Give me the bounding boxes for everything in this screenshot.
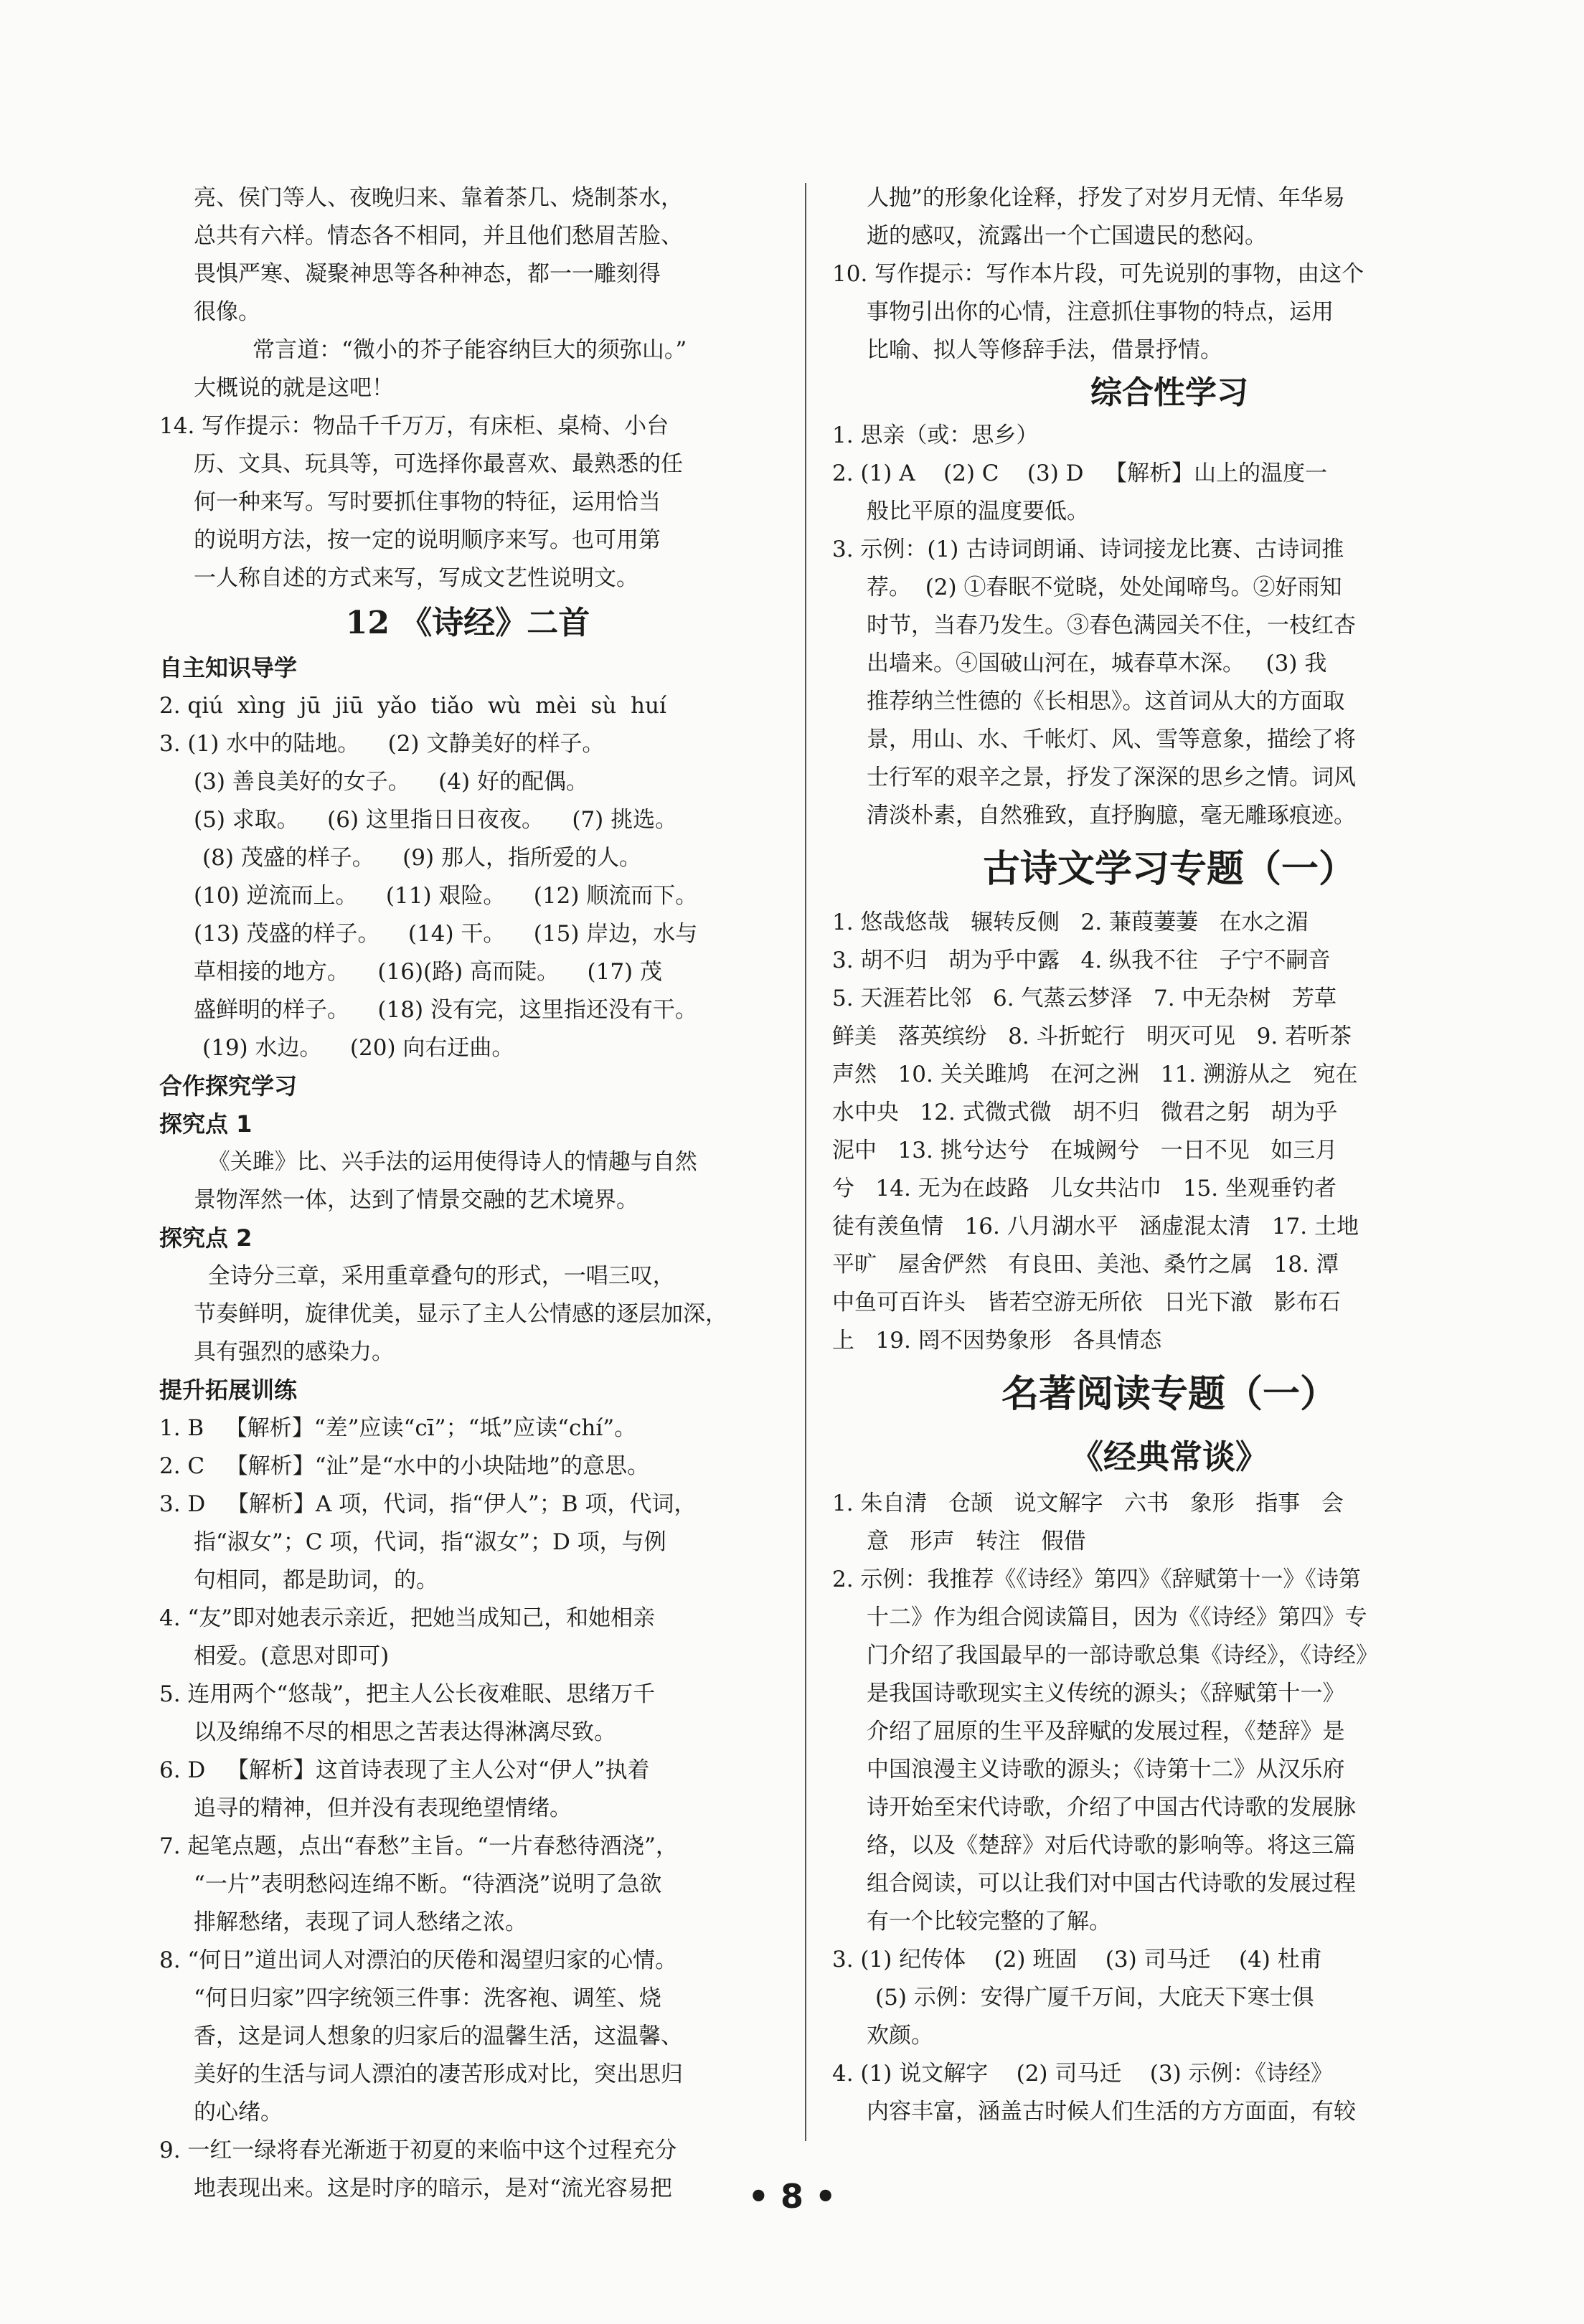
page-number: • 8 • xyxy=(748,2177,836,2216)
text-line: 中鱼可百许头 皆若空游无所依 日光下澈 影布石 xyxy=(832,1290,1341,1315)
text-line: 平旷 屋舍俨然 有良田、美池、桑竹之属 18. 潭 xyxy=(832,1252,1339,1277)
text-line: 1. 思亲（或：思乡） xyxy=(832,422,1039,448)
text-line: 总共有六样。情态各不相同，并且他们愁眉苦脸、 xyxy=(194,223,683,249)
text-line: 1. 朱自清 仓颉 说文解字 六书 象形 指事 会 xyxy=(832,1491,1344,1516)
text-line: 4. (1) 说文解字 (2) 司马迁 (3) 示例：《诗经》 xyxy=(832,2061,1334,2087)
text-line: 1. 悠哉悠哉 辗转反侧 2. 蒹葭萋萋 在水之湄 xyxy=(832,910,1309,935)
text-line: 3. 胡不归 胡为乎中露 4. 纵我不往 子宁不嗣音 xyxy=(832,948,1331,973)
text-line: 大概说的就是这吧！ xyxy=(194,375,394,401)
text-line: 内容丰富，涵盖古时候人们生活的方方面面，有较 xyxy=(867,2099,1356,2125)
column-divider xyxy=(805,183,806,2141)
text-line: 具有强烈的感染力。 xyxy=(194,1339,394,1365)
text-line: 上 19. 罔不因势象形 各具情态 xyxy=(832,1328,1162,1354)
text-line: 鲜美 落英缤纷 8. 斗折蛇行 明灭可见 9. 若听茶 xyxy=(832,1024,1352,1049)
text-line: 亮、侯门等人、夜晚归来、靠着茶几、烧制茶水， xyxy=(194,185,683,211)
text-line: 诗开始至宋代诗歌，介绍了中国古代诗歌的发展脉 xyxy=(867,1795,1356,1820)
text-line: 排解愁绪，表现了词人愁绪之浓。 xyxy=(194,1909,527,1935)
text-line: 3. 示例：(1) 古诗词朗诵、诗词接龙比赛、古诗词推 xyxy=(832,537,1344,562)
section-subheading: 探究点 2 xyxy=(159,1224,253,1252)
text-line: 推荐纳兰性德的《长相思》。这首词从大的方面取 xyxy=(867,689,1345,714)
text-line: 声然 10. 关关雎鸠 在河之洲 11. 溯游从之 宛在 xyxy=(832,1062,1358,1087)
text-line: 3. (1) 水中的陆地。 (2) 文静美好的样子。 xyxy=(159,731,605,757)
text-line: 草相接的地方。 (16)(路) 高而陡。 (17) 茂 xyxy=(194,959,662,985)
text-line: 络，以及《楚辞》对后代诗歌的影响等。将这三篇 xyxy=(867,1833,1356,1858)
text-line: (3) 善良美好的女子。 (4) 好的配偶。 xyxy=(194,769,588,795)
text-line: 一人称自述的方式来写，写成文艺性说明文。 xyxy=(194,565,638,591)
text-line: 意 形声 转注 假借 xyxy=(867,1529,1086,1554)
text-line: 7. 起笔点题，点出“春愁”主旨。“一片春愁待酒浇”， xyxy=(159,1833,678,1859)
text-line: 相爱。(意思对即可) xyxy=(194,1643,390,1669)
section-title: 古诗文学习专题（一） xyxy=(982,848,1356,891)
text-line: 门介绍了我国最早的一部诗歌总集《诗经》，《诗经》 xyxy=(867,1643,1378,1668)
text-line: 的心绪。 xyxy=(194,2099,283,2125)
text-line: (13) 茂盛的样子。 (14) 干。 (15) 岸边，水与 xyxy=(194,921,698,947)
text-line: 徒有羡鱼情 16. 八月湖水平 涵虚混太清 17. 土地 xyxy=(832,1214,1359,1239)
text-line: (5) 求取。 (6) 这里指日日夜夜。 (7) 挑选。 xyxy=(194,807,678,833)
text-line: 比喻、拟人等修辞手法，借景抒情。 xyxy=(867,337,1222,363)
text-line: 2. qiú xìng jū jiū yǎo tiǎo wù mèi sù huí xyxy=(159,693,666,719)
text-line: 节奏鲜明，旋律优美，显示了主人公情感的逐层加深， xyxy=(194,1301,727,1327)
text-line: 般比平原的温度要低。 xyxy=(867,499,1089,524)
text-line: 4. “友”即对她表示亲近，把她当成知己，和她相亲 xyxy=(159,1605,656,1631)
text-line: 句相同，都是助词，的。 xyxy=(194,1567,438,1593)
text-line: 5. 连用两个“悠哉”，把主人公长夜难眠、思绪万千 xyxy=(159,1681,656,1707)
text-line: 十二》作为组合阅读篇目，因为《《诗经》第四》专 xyxy=(867,1605,1367,1630)
text-line: 景物浑然一体，达到了情景交融的艺术境界。 xyxy=(194,1187,638,1213)
text-line: 的说明方法，按一定的说明顺序来写。也可用第 xyxy=(194,527,661,553)
text-line: 人抛”的形象化诠释，抒发了对岁月无情、年华易 xyxy=(867,185,1345,211)
text-line: 全诗分三章，采用重章叠句的形式，一唱三叹， xyxy=(194,1263,675,1289)
text-line: 2. (1) A (2) C (3) D 【解析】山上的温度一 xyxy=(832,460,1328,486)
section-subheading: 探究点 1 xyxy=(159,1110,253,1138)
text-line: 清淡朴素，自然雅致，直抒胸臆，毫无雕琢痕迹。 xyxy=(867,803,1356,828)
right-column xyxy=(832,179,1507,2131)
text-line: 1. B 【解析】“差”应读“cī”；“坻”应读“chí”。 xyxy=(159,1415,637,1441)
text-line: 美好的生活与词人漂泊的凄苦形成对比，突出思归 xyxy=(194,2061,683,2087)
text-line: 事物引出你的心情，注意抓住事物的特点，运用 xyxy=(867,299,1334,325)
section-title: 12 《诗经》二首 xyxy=(345,605,590,641)
text-line: 士行军的艰辛之景，抒发了深深的思乡之情。词风 xyxy=(867,765,1356,790)
text-line: 9. 一红一绿将春光渐逝于初夏的来临中这个过程充分 xyxy=(159,2138,677,2163)
text-line: 逝的感叹，流露出一个亡国遗民的愁闷。 xyxy=(867,223,1267,249)
text-line: (5) 示例：安得广厦千万间，大庇天下寒士俱 xyxy=(875,1985,1314,2011)
text-line: 时节，当春乃发生。③春色满园关不住，一枝红杏 xyxy=(867,613,1356,638)
text-line: 介绍了屈原的生平及辞赋的发展过程，《楚辞》是 xyxy=(867,1719,1345,1744)
text-line: 出墙来。④国破山河在，城春草木深。 (3) 我 xyxy=(867,651,1327,676)
text-line: 历、文具、玩具等，可选择你最喜欢、最熟悉的任 xyxy=(194,451,683,477)
section-subheading: 提升拓展训练 xyxy=(159,1376,298,1404)
text-line: 2. C 【解析】“沚”是“水中的小块陆地”的意思。 xyxy=(159,1453,650,1479)
text-line: 泥中 13. 挑兮达兮 在城阙兮 一日不见 如三月 xyxy=(832,1138,1338,1163)
text-line: 常言道：“微小的芥子能容纳巨大的须弥山。” xyxy=(253,337,687,363)
text-line: 欢颜。 xyxy=(867,2023,933,2049)
text-line: 3. (1) 纪传体 (2) 班固 (3) 司马迁 (4) 杜甫 xyxy=(832,1947,1322,1973)
text-line: 荐。 (2) ①春眠不觉晓，处处闻啼鸟。②好雨知 xyxy=(867,575,1342,600)
text-line: 畏惧严寒、凝聚神思等各种神态，都一一雕刻得 xyxy=(194,261,661,287)
text-line: (10) 逆流而上。 (11) 艰险。 (12) 顺流而下。 xyxy=(194,883,698,909)
section-subheading: 自主知识导学 xyxy=(159,654,298,681)
text-line: 中国浪漫主义诗歌的源头；《诗第十二》从汉乐府 xyxy=(867,1757,1345,1782)
text-line: 14. 写作提示：物品千千万万，有床柜、桌椅、小台 xyxy=(159,413,669,439)
text-line: 6. D 【解析】这首诗表现了主人公对“伊人”执着 xyxy=(159,1757,650,1783)
text-line: “何日归家”四字统领三件事：洗客袍、调笙、烧 xyxy=(194,1985,661,2011)
text-line: 是我国诗歌现实主义传统的源头；《辞赋第十一》 xyxy=(867,1681,1345,1706)
text-line: (19) 水边。 (20) 向右迂曲。 xyxy=(202,1035,514,1061)
text-line: 何一种来写。写时要抓住事物的特征，运用恰当 xyxy=(194,489,661,515)
text-line: 5. 天涯若比邻 6. 气蒸云梦泽 7. 中无杂树 芳草 xyxy=(832,986,1336,1011)
text-line: 组合阅读，可以让我们对中国古代诗歌的发展过程 xyxy=(867,1871,1356,1896)
text-line: 盛鲜明的样子。 (18) 没有完，这里指还没有干。 xyxy=(194,997,697,1023)
text-line: 指“淑女”；C 项，代词，指“淑女”；D 项，与例 xyxy=(194,1529,666,1555)
text-line: 8. “何日”道出词人对漂泊的厌倦和渴望归家的心情。 xyxy=(159,1947,678,1973)
text-line: 10. 写作提示：写作本片段，可先说别的事物，由这个 xyxy=(832,261,1364,287)
text-line: 水中央 12. 式微式微 胡不归 微君之躬 胡为乎 xyxy=(832,1100,1338,1125)
text-line: 景，用山、水、千帐灯、风、雪等意象，描绘了将 xyxy=(867,727,1356,752)
text-line: 很像。 xyxy=(194,299,260,325)
left-column xyxy=(159,179,776,2208)
text-line: 追寻的精神，但并没有表现绝望情绪。 xyxy=(194,1795,572,1821)
text-line: 《关雎》比、兴手法的运用使得诗人的情趣与自然 xyxy=(194,1149,697,1175)
text-line: 有一个比较完整的了解。 xyxy=(867,1909,1111,1935)
text-line: (8) 茂盛的样子。 (9) 那人，指所爱的人。 xyxy=(202,845,641,871)
text-line: “一片”表明愁闷连绵不断。“待酒浇”说明了急欲 xyxy=(194,1871,662,1897)
text-line: 香，这是词人想象的归家后的温馨生活，这温馨、 xyxy=(194,2023,683,2049)
section-subheading: 合作探究学习 xyxy=(159,1072,298,1100)
section-title: 《经典常谈》 xyxy=(1070,1437,1268,1476)
text-line: 以及绵绵不尽的相思之苦表达得淋漓尽致。 xyxy=(194,1719,616,1745)
text-line: 2. 示例：我推荐《《诗经》第四》《辞赋第十一》《诗第 xyxy=(832,1567,1361,1592)
text-line: 3. D 【解析】A 项，代词，指“伊人”；B 项，代词， xyxy=(159,1491,697,1517)
text-line: 地表现出来。这是时序的暗示，是对“流光容易把 xyxy=(194,2176,672,2201)
section-title: 名著阅读专题（一） xyxy=(1001,1373,1337,1416)
text-line: 兮 14. 无为在歧路 儿女共沾巾 15. 坐观垂钓者 xyxy=(832,1176,1336,1201)
section-title: 综合性学习 xyxy=(1090,374,1248,411)
